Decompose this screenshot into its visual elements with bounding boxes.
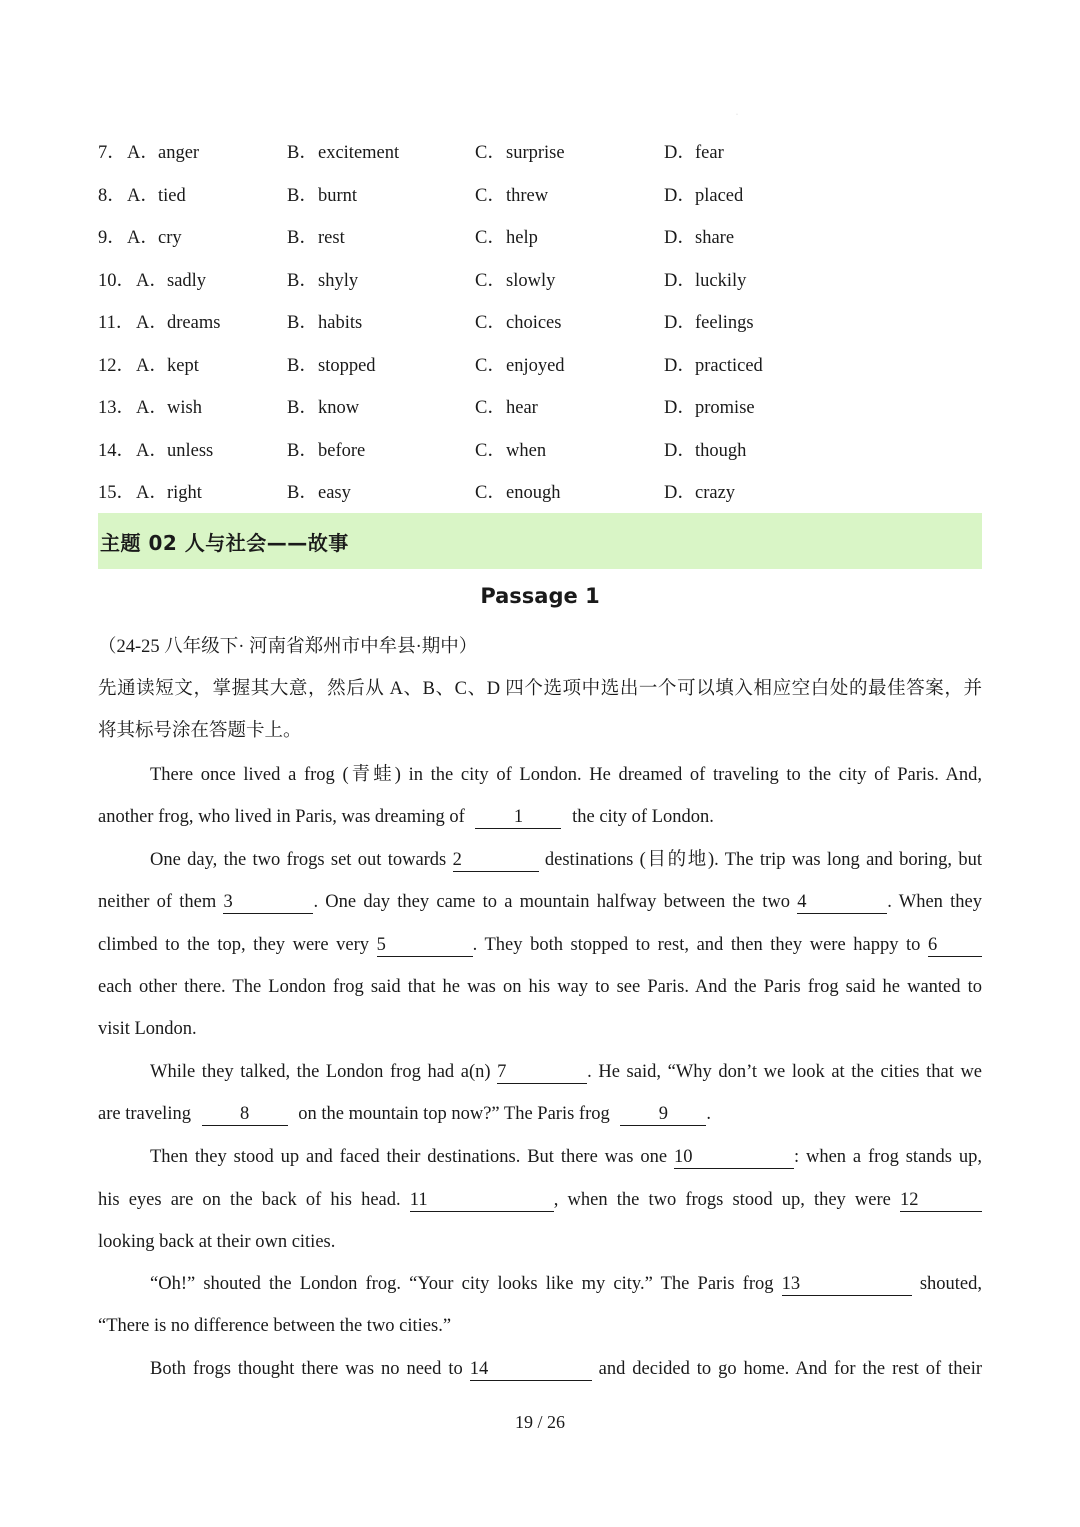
option-text: threw bbox=[506, 185, 549, 206]
option-text: feelings bbox=[695, 313, 754, 333]
question-number: 15． bbox=[98, 483, 136, 503]
option-text: when bbox=[506, 440, 547, 461]
blank-12: 12 bbox=[900, 1189, 982, 1212]
passage-line: looking back at their own cities. bbox=[98, 1232, 336, 1252]
option-text: practiced bbox=[695, 355, 763, 376]
option-letter: D． bbox=[664, 483, 696, 503]
blank-14: 14 bbox=[470, 1358, 592, 1381]
option-text: stopped bbox=[318, 355, 376, 376]
passage-title: Passage 1 bbox=[480, 584, 600, 608]
option-text: fear bbox=[695, 143, 724, 163]
option-text: habits bbox=[318, 313, 363, 333]
option-letter: C． bbox=[475, 270, 506, 291]
blank-10: 10 bbox=[674, 1146, 794, 1169]
option-c bbox=[475, 138, 565, 168]
passage-line: his eyes are on the back of his head. 11 , when the two frogs stood up, they were 12 bbox=[98, 1185, 982, 1215]
option-text: cry bbox=[158, 228, 182, 248]
option-letter: C． bbox=[475, 398, 506, 418]
option-a bbox=[136, 308, 221, 338]
passage-line: are traveling 8 on the mountain top now?” The Paris frog 9 . bbox=[98, 1104, 711, 1124]
option-text: unless bbox=[167, 440, 214, 461]
blank-3: 3 bbox=[223, 891, 313, 914]
option-b bbox=[287, 393, 360, 423]
option-letter: B． bbox=[287, 440, 318, 461]
question-number: 11． bbox=[98, 313, 135, 333]
option-text: crazy bbox=[695, 483, 736, 503]
passage-line: visit London. bbox=[98, 1019, 197, 1039]
blank-9: 9 bbox=[620, 1103, 706, 1126]
option-letter: B． bbox=[287, 483, 318, 503]
option-b bbox=[287, 308, 363, 338]
option-letter: B． bbox=[287, 270, 318, 291]
scan-dot: · bbox=[736, 112, 738, 118]
option-letter: A． bbox=[127, 185, 159, 206]
option-text: burnt bbox=[318, 185, 358, 206]
option-c bbox=[475, 436, 547, 466]
option-letter: D． bbox=[664, 270, 696, 291]
option-text: share bbox=[695, 228, 735, 248]
passage-line: There once lived a frog (青蛙) in the city of London. He dreamed of traveling to the city of Paris. And, bbox=[150, 765, 982, 785]
option-letter: C． bbox=[475, 440, 506, 461]
option-letter: C． bbox=[475, 483, 506, 503]
option-a bbox=[136, 351, 199, 381]
option-text: enjoyed bbox=[506, 355, 565, 376]
option-b bbox=[287, 181, 358, 211]
question-number: 13． bbox=[98, 398, 136, 418]
blank-2: 2 bbox=[453, 849, 539, 872]
option-a bbox=[136, 478, 202, 508]
option-d bbox=[664, 308, 754, 338]
option-letter: D． bbox=[664, 143, 696, 163]
option-a bbox=[127, 181, 186, 211]
option-text: easy bbox=[318, 483, 351, 503]
option-d bbox=[664, 436, 747, 466]
option-text: kept bbox=[167, 355, 199, 376]
option-text: before bbox=[318, 440, 366, 461]
passage-line: each other there. The London frog said that he was on his way to see Paris. And the Paris frog said he wanted to bbox=[98, 977, 982, 997]
option-text: right bbox=[167, 483, 202, 503]
option-letter: B． bbox=[287, 313, 318, 333]
option-text: luckily bbox=[695, 270, 747, 291]
option-letter: B． bbox=[287, 185, 318, 206]
option-text: placed bbox=[695, 185, 744, 206]
question-number: 10． bbox=[98, 270, 136, 291]
passage-line: neither of them 3 . One day they came to a mountain halfway between the two 4 . When they bbox=[98, 892, 983, 912]
option-text: rest bbox=[318, 228, 345, 248]
option-letter: D． bbox=[664, 440, 696, 461]
option-letter: A． bbox=[127, 228, 159, 248]
option-letter: A． bbox=[136, 355, 168, 376]
option-letter: C． bbox=[475, 355, 506, 376]
page-number: 19 / 26 bbox=[514, 1412, 565, 1432]
question-number: 12． bbox=[98, 355, 136, 376]
blank-11: 11 bbox=[410, 1189, 554, 1212]
passage-line: another frog, who lived in Paris, was dreaming of 1 the city of London. bbox=[98, 807, 714, 827]
option-b bbox=[287, 223, 345, 253]
option-letter: B． bbox=[287, 228, 318, 248]
instruction-line-1: 先通读短文，掌握其大意，然后从 A、B、C、D 四个选项中选出一个可以填入相应空白处的最佳答案，并 bbox=[98, 679, 982, 699]
passage-line: One day, the two frogs set out towards 2 destinations (目的地). The trip was long and boring, but bbox=[150, 850, 982, 870]
question-number: 7． bbox=[98, 143, 126, 163]
option-c bbox=[475, 308, 562, 338]
option-d bbox=[664, 181, 744, 211]
option-letter: B． bbox=[287, 398, 318, 418]
option-a bbox=[127, 138, 200, 168]
option-text: hear bbox=[506, 398, 538, 418]
option-d bbox=[664, 223, 735, 253]
option-c bbox=[475, 223, 538, 253]
option-c bbox=[475, 393, 538, 423]
section-title: 主题 02 人与社会——故事 bbox=[100, 531, 349, 555]
option-text: promise bbox=[695, 398, 755, 418]
option-a bbox=[136, 266, 207, 296]
option-text: wish bbox=[167, 398, 202, 418]
option-letter: A． bbox=[136, 398, 168, 418]
option-letter: C． bbox=[475, 143, 506, 163]
option-a bbox=[127, 223, 182, 253]
option-letter: D． bbox=[664, 355, 696, 376]
blank-6: 6 bbox=[928, 934, 982, 957]
source-line: （24-25 八年级下· 河南省郑州市中牟县·期中） bbox=[98, 637, 478, 657]
option-d bbox=[664, 351, 763, 381]
option-b bbox=[287, 436, 366, 466]
option-letter: A． bbox=[127, 143, 159, 163]
option-text: help bbox=[506, 228, 538, 248]
option-b bbox=[287, 351, 376, 381]
option-c bbox=[475, 478, 561, 508]
option-b bbox=[287, 138, 400, 168]
passage-line: While they talked, the London frog had a(n) 7 . He said, “Why don’t we look at the cities that we bbox=[150, 1062, 983, 1082]
question-number: 8． bbox=[98, 185, 126, 206]
option-text: tied bbox=[158, 185, 186, 206]
blank-4: 4 bbox=[797, 891, 887, 914]
option-letter: D． bbox=[664, 313, 696, 333]
instruction-line-2: 将其标号涂在答题卡上。 bbox=[98, 721, 302, 741]
question-number: 9． bbox=[98, 228, 126, 248]
question-number: 14． bbox=[98, 440, 136, 461]
option-letter: A． bbox=[136, 313, 168, 333]
option-text: though bbox=[695, 440, 747, 461]
option-letter: C． bbox=[475, 185, 506, 206]
option-text: sadly bbox=[167, 270, 207, 291]
option-text: enough bbox=[506, 483, 561, 503]
passage-line: Both frogs thought there was no need to 14 and decided to go home. And for the rest of their bbox=[150, 1359, 983, 1379]
option-c bbox=[475, 266, 556, 296]
option-text: know bbox=[318, 398, 360, 418]
option-d bbox=[664, 266, 747, 296]
option-b bbox=[287, 478, 351, 508]
option-a bbox=[136, 393, 202, 423]
option-text: dreams bbox=[167, 313, 221, 333]
option-text: surprise bbox=[506, 143, 565, 163]
option-letter: B． bbox=[287, 355, 318, 376]
option-letter: A． bbox=[136, 483, 168, 503]
option-text: slowly bbox=[506, 270, 556, 291]
option-letter: C． bbox=[475, 313, 506, 333]
section-header bbox=[98, 513, 982, 569]
option-letter: D． bbox=[664, 185, 696, 206]
blank-8: 8 bbox=[202, 1103, 288, 1126]
option-d bbox=[664, 138, 724, 168]
option-a bbox=[136, 436, 214, 466]
option-d bbox=[664, 478, 736, 508]
blank-7: 7 bbox=[497, 1061, 587, 1084]
blank-5: 5 bbox=[377, 934, 473, 957]
option-text: excitement bbox=[318, 143, 400, 163]
option-letter: A． bbox=[136, 440, 168, 461]
option-c bbox=[475, 351, 565, 381]
option-letter: D． bbox=[664, 228, 696, 248]
passage-line: “There is no difference between the two cities.” bbox=[98, 1316, 452, 1336]
option-text: shyly bbox=[318, 270, 359, 291]
option-letter: D． bbox=[664, 398, 696, 418]
option-text: choices bbox=[506, 313, 562, 333]
option-b bbox=[287, 266, 359, 296]
option-c bbox=[475, 181, 549, 211]
passage-line: climbed to the top, they were very 5 . They both stopped to rest, and then they were happy to 6 bbox=[98, 930, 982, 960]
option-letter: C． bbox=[475, 228, 506, 248]
option-text: anger bbox=[158, 143, 200, 163]
option-letter: B． bbox=[287, 143, 318, 163]
option-letter: A． bbox=[136, 270, 168, 291]
passage-line: Then they stood up and faced their destinations. But there was one 10 : when a frog stands up, bbox=[150, 1147, 982, 1167]
blank-13: 13 bbox=[782, 1273, 912, 1296]
blank-1: 1 bbox=[475, 806, 561, 829]
option-d bbox=[664, 393, 755, 423]
passage-line: “Oh!” shouted the London frog. “Your city looks like my city.” The Paris frog 13 shouted, bbox=[150, 1274, 983, 1294]
